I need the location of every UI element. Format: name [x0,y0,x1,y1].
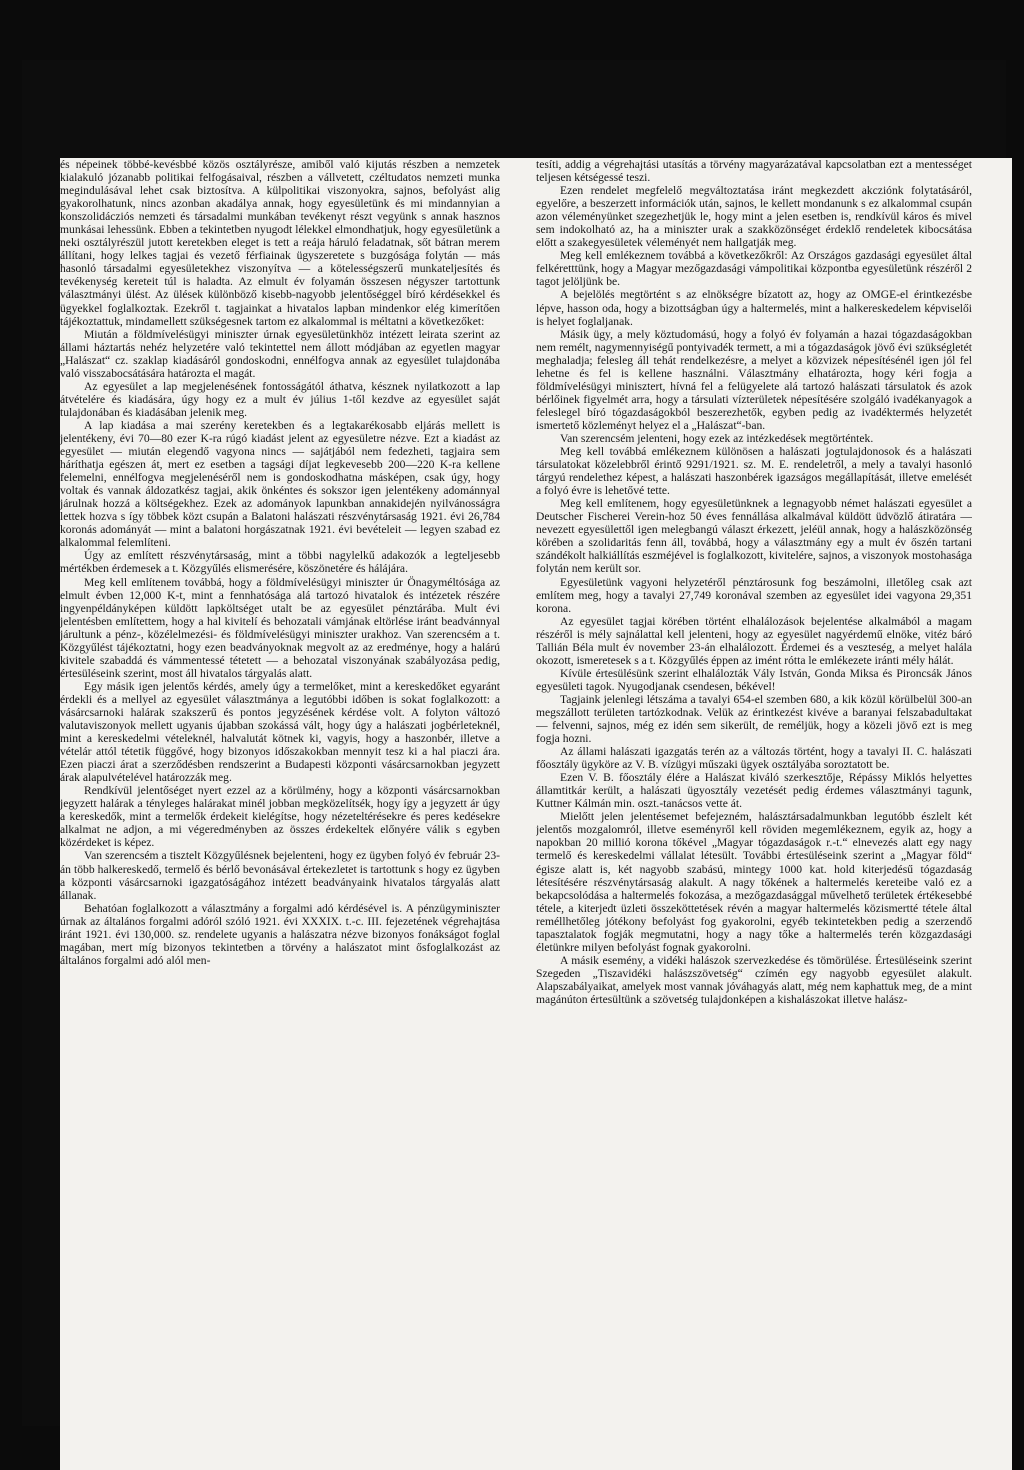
paragraph: Rendkívül jelentőséget nyert ezzel az a körülmény, hogy a központi vásárcsarnokban jegyzett halárak a tényleges halárakat minél jobban megközelítsék, hogy így a jegyzett ár úgy a kereskedők, mint a termelők érdekeit kielégítse, hogy nézeteltérésekre és peres kedésekre alkalmat ne adjon, a mi végeredményben az összes érdekeltek előnyére válik s egyben közérdeket is képez. [60,784,500,850]
paragraph: tesíti, addig a végrehajtási utasítás a törvény magyarázatával kapcsolatban ezt a mentességet teljesen kétségessé teszi. [536,158,972,185]
paragraph: Van szerencsém jelenteni, hogy ezek az intézkedések megtörténtek. [560,431,874,445]
paragraph: Mielőtt jelen jelentésemet befejezném, halásztársadalmunkban legutóbb észlelt két jelentős mozgalomról, illetve eseményről kell röviden megemlékeznem, egyik az, hogy a napokban 20 millió korona tőkével „Magyar tógazdaságok r.-t.“ elnevezés alatt egy nagy termelő és kereskedelmi vállalat létesült. További értesüléseink szerint a „Magyar föld“ égisze alatt is, két nagyobb szabású, mintegy 1000 kat. hold kiterjedésű tógazdaság létesítésére részvénytársaság alakult. A nagy tőkének a haltermelés kereteibe való ez a bekapcsolódása a haltermelés fokozása, a mezőgazdasággal művelhető területek értékesebbé tétele, a kiterjedt üzleti összeköttetések révén a magyar haltermelés közismertté tétele által reméllhetőleg jótékony befolyást fog gyakorolni, egyéb tekintetekben pedig a szerzendő tapasztalatok fogják megmutatni, hogy a nagy tőke a haltermelés terén közgazdasági életünkre milyen befolyást fognak gyakorolni. [536,810,972,954]
paragraph: Úgy az említett részvénytársaság, mint a többi nagylelkű adakozók a legteljesebb mértékben érdemesek a t. Közgyűlés elismerésére, köszönetére és hálájára. [60,549,500,576]
paragraph: Másik ügy, a mely köztudomású, hogy a folyó év folyamán a hazai tógazdaságokban nem remélt, nagymennyiségű pontyivadék termett, a mi a tógazdaságok jövő évi szükségletét meghaladja; felesleg áll tehát rendelkezésre, a melyet a közvizek népesítésénél igen jól fel lehetne és fel is kellene használni. Választmány elhatározta, hogy kéri fogja a földmívelésügyi minisztert, hívná fel a felügyelete alá tartozó halászati társulatok és azok bérlőinek figyelmét arra, hogy a társulati vízterületek népesítésére szolgáló ivadékanyagok a feleslegel bíró tógazdaságokból beszerezhetők, egyben pedig az ivadéktermés helyzetét ismertető közleményt helyez el a „Halászat“-ban. [536,327,972,432]
paragraph: Az egyesület a lap megjelenésének fontosságától áthatva, késznek nyilatkozott a lap átvételére és kiadására, úgy hogy ez a mult év július 1-től kezdve az egyesület saját tulajdonában és kiadásában jelenik meg. [60,379,500,419]
paragraph: A bejelölés megtörtént s az elnökségre bízatott az, hogy az OMGE-el érintkezésbe lépve, hasson oda, hogy a bizottságban úgy a haltermelés, mint a halkereskedelem képviselői is helyet foglaljanak. [536,288,972,328]
paragraph: Meg kell említenem továbbá, hogy a földmívelésügyi miniszter úr Önagyméltósága az elmult évben 12,000 K-t, mint a fennhatósága alá tartozó hivatalok és intézetek részére ingyenpéldányképen küldött lapköltséget utalt be az egyesület pénztárába. Mult évi jelentésben említettem, hogy a hal kivitelí és behozatali vámjának eltörlése iránt beadvánnyal járultunk a pénz-, közélelmezési- és földmívelésügyi miniszter urakhoz. Van szerencsém a t. Közgyűlést tájékoztatni, hogy ezen beadványoknak megvolt az az eredménye, hogy a halárú kivitele szabaddá és vámmentessé tétetett — a behozatal viszonyának szabályozása pedig, értesüléseink szerint, most áll hivatalos tárgyalás alatt. [60,575,500,680]
paragraph: A lap kiadása a mai szerény keretekben és a legtakarékosabb eljárás mellett is jelentékeny, évi 70—80 ezer K-ra rúgó kiadást jelent az egyesületre nézve. Ezt a kiadást az egyesület — miután elegendő vagyona nincs — sajátjából nem fedezheti, tagjaira sem háríthatja egészen át, mert ez esetben a tagsági díjat legkevesebb 200—220 K-ra kellene felemelni, ennélfogva megjelenéséről nem is gondoskodhatna másképen, csak úgy, hogy voltak és vannak áldozatkész tagjai, akik önkéntes és sokszor igen jelentékeny adománnyal járulnak hozzá a költségekhez. Ezek az adományok lapunkban annakidején nyilvánosságra lettek hozva s így többek közt csupán a Balatoni halászati részvénytársaság 1921. évi 26,784 koronás adományát — mint a balatoni horgászatnak 1921. évi bevételeit — legyen szabad ez alkalommal felemlíteni. [60,418,500,550]
paragraph: Az állami halászati igazgatás terén az a változás történt, hogy a tavalyi II. C. halászati főosztály ügyköre az V. B. vízügyi műszaki ügyek osztályába soroztatott be. [536,745,972,772]
scanned-page [22,60,1006,1426]
left-column [60,158,500,1470]
paragraph: és népeinek többé-kevésbbé közös osztályrésze, amiből való kijutás részben a nemzetek kialakuló józanabb politikai felfogásaival, részben a vállvetett, czéltudatos nemzeti munka megindulásával lehet csak biztosítva. A külpolitikai viszonyokra, sajnos, befolyást alig gyakorolhatunk, nincs azonban akadálya annak, hogy egyesületünk és mi mindannyian a konszolidácziós nemzeti és társadalmi munkában tevékenyt részt vegyünk s annak hasznos munkásai lehessünk. Ebben a tekintetben nyugodt lélekkel elmondhatjuk, hogy egyesületünk a neki osztályrészül jutott keretekben eleget is tett a reája háruló feladatnak, sőt bátran merem állítani, hogy lelkes tagjai és vezető férfiainak ügyszeretete s buzgósága folytán — más hasonló társadalmi egyesületekhez viszonyítva — a kötelességszerű munkateljesítés és tevékenység kereteit túl is haladta. Az elmult év folyamán összesen négyszer tartottunk választmányi ülést. Az ülések különböző kisebb-nagyobb jelentőséggel bíró kérdésekkel és ügyekkel foglalkoztak. Ezekről t. tagjainkat a hivatalos lapban mindenkor elég kimerítően tájékoztattuk, mindamellett szükségesnek tartom ez alkalommal is méltatni a következőket: [60,158,500,328]
paragraph: Meg kell emlékeznem továbbá a következőkről: Az Országos gazdasági egyesület által felkéretttünk, hogy a Magyar mezőgazdasági vámpolitikai központba egyesületünk részéről 2 tagot jelöljünk be. [536,249,972,289]
page-paper [60,158,1012,1470]
paragraph: Behatóan foglalkozott a választmány a forgalmi adó kérdésével is. A pénzügyminiszter úrnak az általános forgalmi adóról szóló 1921. évi XXXIX. t.-c. III. fejezetének végrehajtása iránt 1921. évi 130,000. sz. rendelete ugyanis a halászatra nézve bizonyos fonákságot foglal magában, mert míg bizonyos tekintetben a törvény a halászatot mint ősfoglalkozást az általános forgalmi adó alól men- [60,901,500,967]
paragraph: Egyesületünk vagyoni helyzetéről pénztárosunk fog beszámolni, illetőleg csak azt említem meg, hogy a tavalyi 27,749 koronával szemben az egyesület idei vagyona 29,351 korona. [536,575,972,615]
paragraph: Kívüle értesülésünk szerint elhalálozták Vály István, Gonda Miksa és Pironcsák János egyesületi tagok. Nyugodjanak csendesen, békével! [536,666,972,693]
paragraph: Ezen rendelet megfelelő megváltoztatása iránt megkezdett akcziónk folytatásáról, egyelőre, a beszerzett információk után, sajnos, le kellett mondanunk s ez alkalommal csupán azon véleményünket szegezhetjük le, hogy mint a jelen esetben is, rendkívül káros és mivel sem indokolható az, ha a miniszter urak a szakközönséget érdeklő rendeletek kibocsátása előtt a szakegyesületek véleményét nem hallgatják meg. [536,184,972,250]
paragraph: Egy másik igen jelentős kérdés, amely úgy a termelőket, mint a kereskedőket egyaránt érdekli és a mellyel az egyesület választmánya a legutóbbi időben is sokat foglalkozott: a vásárcsarnoki halárak szakszerű és pontos jegyzésének kérdése volt. A folyton változó valutaviszonyok mellett ugyanis újabban szokássá vált, hogy úgy a halászati jogbérleteknél, mint a kereskedelmi vételeknél, halvalutát kötnek ki, vagyis, hogy a haszonbér, illetve a vételár attól tétetik függővé, hogy bizonyos időszakokban mennyit tesz ki a hal piaczi ára. Ezen piaczi árat a szerződésben rendszerint a Budapesti központi vásárcsarnokban jegyzett árak alapulvételével határozzák meg. [60,679,500,785]
paragraph: Ezen V. B. főosztály élére a Halászat kiváló szerkesztője, Répássy Miklós helyettes államtitkár került, a halászati ügyosztály vezetését pedig érdemes választmányi tagunk, Kuttner Kálmán min. oszt.-tanácsos vette át. [536,771,972,811]
paragraph: A másik esemény, a vidéki halászok szervezkedése és tömörülése. Értesüléseink szerint Szegeden „Tiszavidéki halászszövetség“ czímén egy nagyobb egyesület alakult. Alapszabályaikat, amelyek most vannak jóváhagyás alatt, még nem kaphattuk meg, de a mint magánúton értesültünk a szövetség tulajdonképen a kishalászokat illetve halász- [536,953,972,1006]
paragraph: Van szerencsém a tisztelt Közgyűlésnek bejelenteni, hogy ez ügyben folyó év február 23-án több halkereskedő, termelő és bérlő bevonásával értekezletet is tartottunk s hogy ez ügyben a központi vásárcsarnoki igazgatóságához intézett beadványaink hivatalos tárgyalás alatt állanak. [60,849,500,902]
paragraph: Tagjaink jelenlegi létszáma a tavalyi 654-el szemben 680, a kik közül körülbelül 300-an megszállott területen tartózkodnak. Velük az érintkezést kivéve a baranyai felszabadultakat — felvenni, sajnos, még ez idén sem sikerült, de reméljük, hogy a közeli jövő ezt is meg fogja hozni. [536,692,972,746]
right-column [536,158,972,1470]
paragraph: Meg kell továbbá emlékeznem különösen a halászati jogtulajdonosok és a halászati társulatokat közelebbről érintő 9291/1921. sz. M. E. rendeletről, a mely a tavalyi hasonló tárgyú rendelethez képest, a halászati haszonbérek igazságos megállapítását, illetve emelését a folyó évre is lehetővé tette. [536,445,972,498]
paragraph: Miután a földmívelésügyi miniszter úrnak egyesületünkhöz intézett leirata szerint az állami háztartás nehéz helyzetére való tekintettel nem állott módjában az egyetlen magyar „Halászat“ cz. szaklap kiadásáról gondoskodni, ennélfogva annak az egyesület tulajdonába való visszabocsátására határozta el magát. [60,327,500,380]
paragraph: Meg kell említenem, hogy egyesületünknek a legnagyobb német halászati egyesület a Deutscher Fischerei Verein-hoz 50 éves fennállása alkalmával küldött üdvözlő átiratára — nevezett egyesülettől igen melegbangú választ érkezett, jeléül annak, hogy a halászközönség körében a szolidaritás fenn áll, továbbá, hogy a választmány egy a mult év őszén tartani szándékolt halkiállítás eszméjével is foglalkozott, kivitelére, sajnos, a viszonyok mostohasága folytán nem került sor. [536,497,972,576]
paragraph: Az egyesület tagjai körében történt elhalálozások bejelentése alkalmából a magam részéről is mély sajnálattal kell jelenteni, hogy az egyesület nagyérdemű elnöke, vitéz báró Tallián Béla mult év november 23-án elhalálozott. Érdemei és a veszteség, a melyet halála okozott, ismeretesek s a t. Közgyűlés éppen az imént rótta le emlékezete iránti mély hálát. [536,614,972,667]
